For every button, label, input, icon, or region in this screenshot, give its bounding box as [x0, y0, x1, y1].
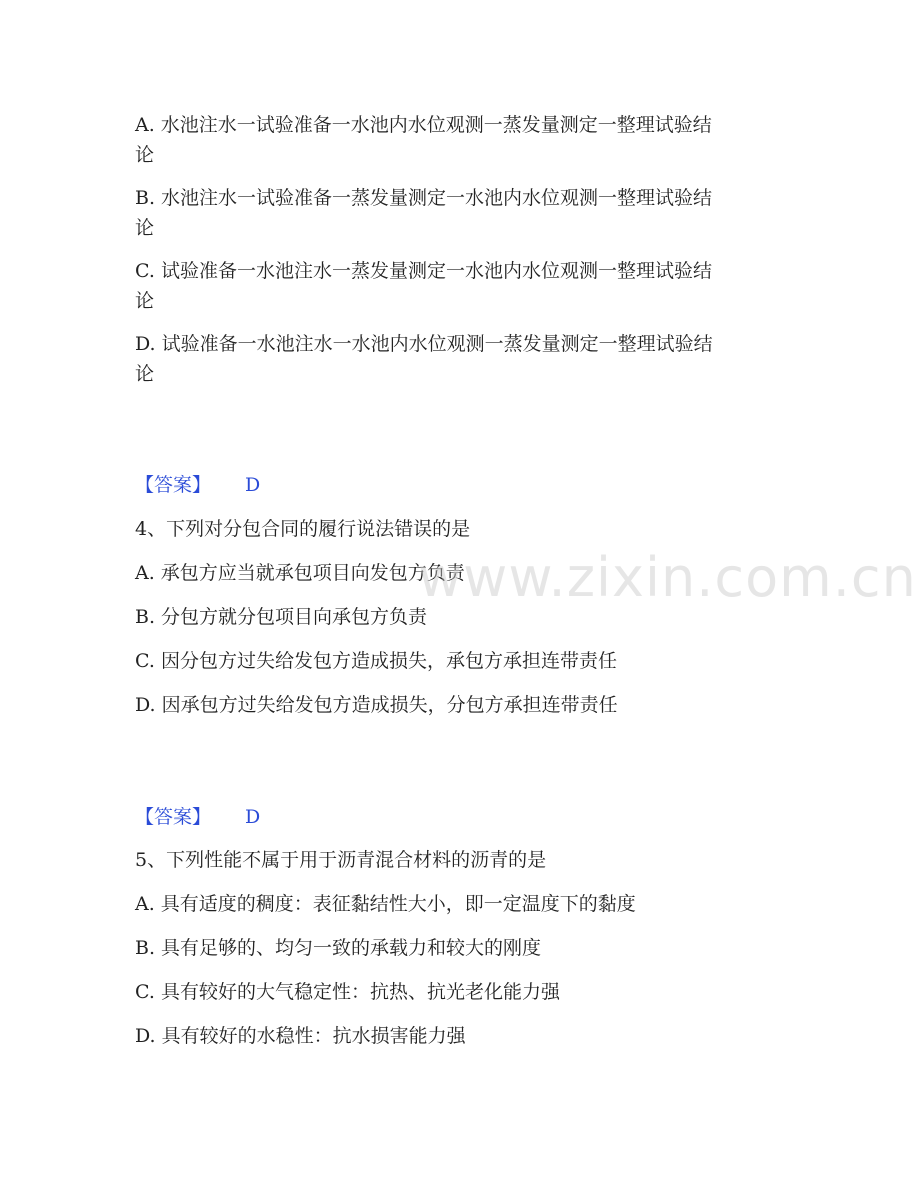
q4-question: 4、下列对分包合同的履行说法错误的是 — [135, 518, 471, 540]
q3-option-b-line2: 论 — [135, 217, 155, 239]
q5-option-d: D. 具有较好的水稳性：抗水损害能力强 — [135, 1025, 466, 1047]
q4-answer — [135, 806, 260, 828]
q3-option-a-line2: 论 — [135, 144, 155, 166]
q4-option-b: B. 分包方就分包项目向承包方负责 — [135, 606, 428, 628]
answer-value: D — [245, 806, 261, 828]
q5-option-c: C. 具有较好的大气稳定性：抗热、抗光老化能力强 — [135, 981, 560, 1003]
answer-label: 【答案】 — [135, 474, 212, 496]
q4-option-c: C. 因分包方过失给发包方造成损失，承包方承担连带责任 — [135, 650, 617, 672]
q3-option-a-line1: A. 水池注水一试验准备一水池内水位观测一蒸发量测定一整理试验结 — [135, 114, 712, 136]
q3-option-d-line2: 论 — [135, 363, 155, 385]
q5-question: 5、下列性能不属于用于沥青混合材料的沥青的是 — [135, 849, 547, 871]
answer-label: 【答案】 — [135, 806, 212, 828]
q4-option-d: D. 因承包方过失给发包方造成损失，分包方承担连带责任 — [135, 694, 618, 716]
q5-option-b: B. 具有足够的、均匀一致的承载力和较大的刚度 — [135, 937, 542, 959]
q3-option-b-line1: B. 水池注水一试验准备一蒸发量测定一水池内水位观测一整理试验结 — [135, 187, 713, 209]
q3-option-d-line1: D. 试验准备一水池注水一水池内水位观测一蒸发量测定一整理试验结 — [135, 333, 713, 355]
q3-option-c-line2: 论 — [135, 290, 155, 312]
answer-value: D — [245, 474, 261, 496]
q5-option-a: A. 具有适度的稠度：表征黏结性大小，即一定温度下的黏度 — [135, 893, 636, 915]
q3-option-c-line1: C. 试验准备一水池注水一蒸发量测定一水池内水位观测一整理试验结 — [135, 260, 712, 282]
q4-option-a: A. 承包方应当就承包项目向发包方负责 — [135, 562, 465, 584]
q3-answer — [135, 474, 260, 496]
watermark: www.zixin.com.cn — [418, 546, 917, 609]
